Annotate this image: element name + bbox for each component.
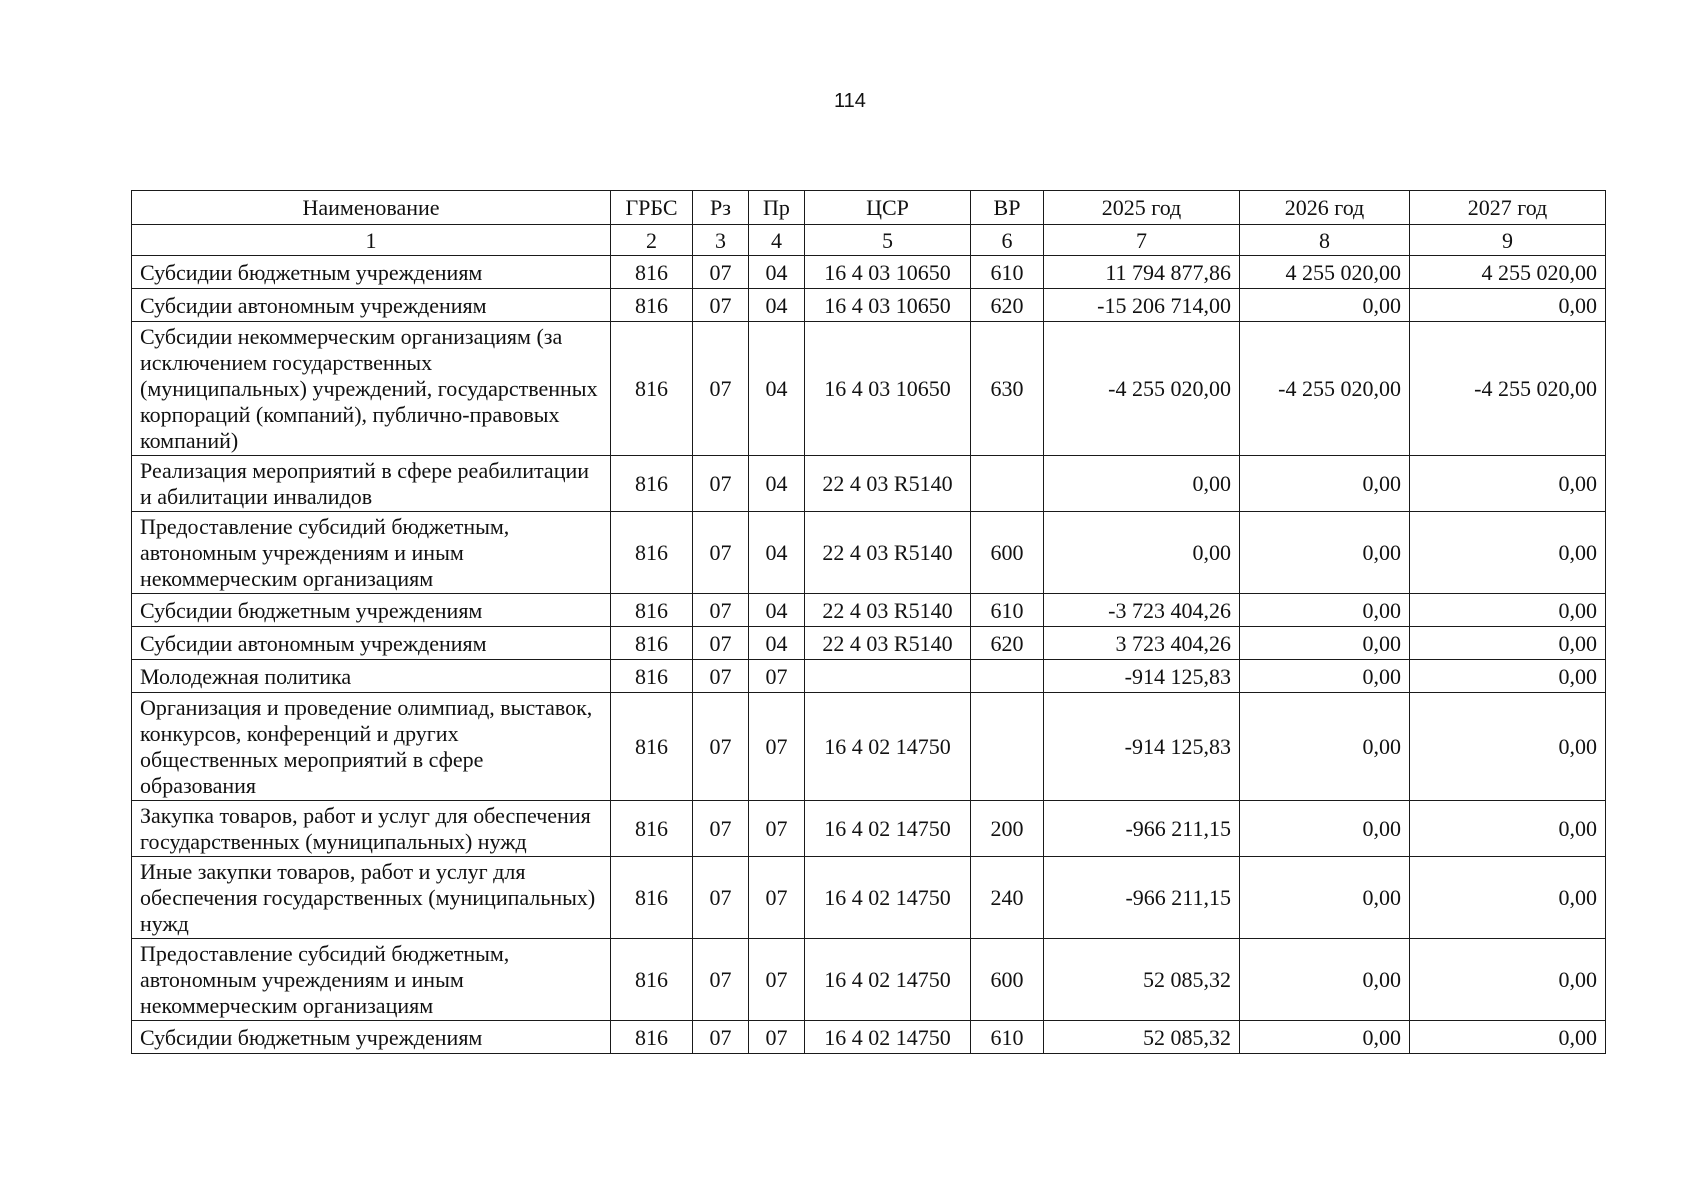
row-amount-2026: 0,00 (1240, 627, 1410, 660)
row-grbs: 816 (611, 693, 693, 801)
header-name: Наименование (132, 191, 611, 225)
row-grbs: 816 (611, 456, 693, 512)
row-pr: 07 (749, 939, 805, 1021)
row-amount-2027: 4 255 020,00 (1410, 256, 1606, 289)
row-name: Субсидии бюджетным учреждениям (132, 594, 611, 627)
row-vr: 610 (971, 1021, 1044, 1054)
row-grbs: 816 (611, 322, 693, 456)
row-amount-2027: 0,00 (1410, 693, 1606, 801)
row-pr: 04 (749, 512, 805, 594)
row-rz: 07 (693, 289, 749, 322)
row-vr: 620 (971, 627, 1044, 660)
table-row (132, 1021, 1606, 1054)
row-rz: 07 (693, 256, 749, 289)
row-vr: 240 (971, 857, 1044, 939)
table-row (132, 256, 1606, 289)
column-number: 7 (1044, 225, 1240, 256)
row-amount-2027: 0,00 (1410, 857, 1606, 939)
row-amount-2026: 0,00 (1240, 857, 1410, 939)
row-pr: 07 (749, 857, 805, 939)
column-number-row (132, 225, 1606, 256)
row-vr: 620 (971, 289, 1044, 322)
row-csr: 16 4 02 14750 (805, 857, 971, 939)
row-amount-2027: 0,00 (1410, 939, 1606, 1021)
row-vr (971, 456, 1044, 512)
row-name: Предоставление субсидий бюджетным, автономным учреждениям и иным некоммерческим организациям (132, 512, 611, 594)
row-grbs: 816 (611, 594, 693, 627)
row-amount-2026: 0,00 (1240, 594, 1410, 627)
table-row (132, 939, 1606, 1021)
column-number: 2 (611, 225, 693, 256)
row-amount-2025: -4 255 020,00 (1044, 322, 1240, 456)
header-row (132, 191, 1606, 225)
row-rz: 07 (693, 627, 749, 660)
row-name: Закупка товаров, работ и услуг для обеспечения государственных (муниципальных) нужд (132, 801, 611, 857)
table-row (132, 627, 1606, 660)
row-amount-2025: 52 085,32 (1044, 1021, 1240, 1054)
table-row (132, 456, 1606, 512)
row-vr (971, 693, 1044, 801)
row-csr: 16 4 03 10650 (805, 289, 971, 322)
row-vr: 200 (971, 801, 1044, 857)
row-amount-2025: 3 723 404,26 (1044, 627, 1240, 660)
row-amount-2025: -914 125,83 (1044, 693, 1240, 801)
row-pr: 07 (749, 801, 805, 857)
header-csr: ЦСР (805, 191, 971, 225)
row-rz: 07 (693, 939, 749, 1021)
table-row (132, 693, 1606, 801)
row-rz: 07 (693, 456, 749, 512)
row-csr: 22 4 03 R5140 (805, 456, 971, 512)
row-vr: 600 (971, 939, 1044, 1021)
table-row (132, 322, 1606, 456)
table-row (132, 857, 1606, 939)
row-grbs: 816 (611, 512, 693, 594)
row-grbs: 816 (611, 660, 693, 693)
page-number: 114 (834, 90, 866, 112)
row-rz: 07 (693, 512, 749, 594)
row-csr: 22 4 03 R5140 (805, 594, 971, 627)
row-name: Предоставление субсидий бюджетным, автономным учреждениям и иным некоммерческим организациям (132, 939, 611, 1021)
header-2025: 2025 год (1044, 191, 1240, 225)
row-csr: 16 4 02 14750 (805, 1021, 971, 1054)
row-amount-2027: 0,00 (1410, 801, 1606, 857)
table-row (132, 660, 1606, 693)
row-amount-2027: 0,00 (1410, 660, 1606, 693)
row-pr: 04 (749, 256, 805, 289)
row-csr: 16 4 02 14750 (805, 801, 971, 857)
row-csr: 22 4 03 R5140 (805, 512, 971, 594)
row-rz: 07 (693, 322, 749, 456)
row-vr (971, 660, 1044, 693)
row-amount-2026: 4 255 020,00 (1240, 256, 1410, 289)
row-amount-2026: 0,00 (1240, 456, 1410, 512)
row-grbs: 816 (611, 256, 693, 289)
row-name: Организация и проведение олимпиад, выставок, конкурсов, конференций и других общественных мероприятий в сфере образования (132, 693, 611, 801)
row-amount-2026: 0,00 (1240, 660, 1410, 693)
row-name: Субсидии бюджетным учреждениям (132, 1021, 611, 1054)
header-pr: Пр (749, 191, 805, 225)
row-name: Иные закупки товаров, работ и услуг для обеспечения государственных (муниципальных) нужд (132, 857, 611, 939)
row-rz: 07 (693, 594, 749, 627)
column-number: 1 (132, 225, 611, 256)
row-csr: 22 4 03 R5140 (805, 627, 971, 660)
column-number: 6 (971, 225, 1044, 256)
header-2027: 2027 год (1410, 191, 1606, 225)
row-grbs: 816 (611, 801, 693, 857)
row-amount-2027: 0,00 (1410, 594, 1606, 627)
row-csr: 16 4 02 14750 (805, 939, 971, 1021)
table-row (132, 594, 1606, 627)
row-vr: 600 (971, 512, 1044, 594)
row-amount-2026: 0,00 (1240, 801, 1410, 857)
row-csr (805, 660, 971, 693)
budget-table (131, 190, 1606, 1054)
row-amount-2025: 11 794 877,86 (1044, 256, 1240, 289)
column-number: 9 (1410, 225, 1606, 256)
row-vr: 610 (971, 594, 1044, 627)
row-grbs: 816 (611, 627, 693, 660)
table-row (132, 801, 1606, 857)
row-amount-2027: 0,00 (1410, 512, 1606, 594)
row-grbs: 816 (611, 289, 693, 322)
row-vr: 630 (971, 322, 1044, 456)
row-pr: 04 (749, 594, 805, 627)
row-name: Субсидии автономным учреждениям (132, 289, 611, 322)
row-amount-2027: 0,00 (1410, 1021, 1606, 1054)
row-amount-2025: 0,00 (1044, 512, 1240, 594)
row-amount-2025: -914 125,83 (1044, 660, 1240, 693)
column-number: 8 (1240, 225, 1410, 256)
header-vr: ВР (971, 191, 1044, 225)
row-amount-2025: 52 085,32 (1044, 939, 1240, 1021)
row-amount-2027: 0,00 (1410, 627, 1606, 660)
row-pr: 04 (749, 456, 805, 512)
row-rz: 07 (693, 857, 749, 939)
row-name: Субсидии некоммерческим организациям (за исключением государственных (муниципальных) учреждений, государственных корпораций (компаний), публично-правовых компаний) (132, 322, 611, 456)
row-amount-2026: 0,00 (1240, 289, 1410, 322)
table-header (132, 191, 1606, 256)
column-number: 5 (805, 225, 971, 256)
row-pr: 04 (749, 289, 805, 322)
row-rz: 07 (693, 660, 749, 693)
row-name: Субсидии бюджетным учреждениям (132, 256, 611, 289)
row-amount-2027: 0,00 (1410, 289, 1606, 322)
row-rz: 07 (693, 693, 749, 801)
row-csr: 16 4 03 10650 (805, 322, 971, 456)
row-amount-2025: -15 206 714,00 (1044, 289, 1240, 322)
row-name: Молодежная политика (132, 660, 611, 693)
row-pr: 04 (749, 627, 805, 660)
row-amount-2027: -4 255 020,00 (1410, 322, 1606, 456)
row-grbs: 816 (611, 939, 693, 1021)
row-csr: 16 4 03 10650 (805, 256, 971, 289)
column-number: 4 (749, 225, 805, 256)
row-amount-2027: 0,00 (1410, 456, 1606, 512)
header-grbs: ГРБС (611, 191, 693, 225)
header-2026: 2026 год (1240, 191, 1410, 225)
header-rz: Рз (693, 191, 749, 225)
row-grbs: 816 (611, 1021, 693, 1054)
row-name: Реализация мероприятий в сфере реабилитации и абилитации инвалидов (132, 456, 611, 512)
row-amount-2025: -3 723 404,26 (1044, 594, 1240, 627)
column-number: 3 (693, 225, 749, 256)
row-amount-2026: 0,00 (1240, 512, 1410, 594)
row-name: Субсидии автономным учреждениям (132, 627, 611, 660)
row-rz: 07 (693, 801, 749, 857)
row-pr: 04 (749, 322, 805, 456)
row-amount-2026: 0,00 (1240, 939, 1410, 1021)
row-pr: 07 (749, 660, 805, 693)
row-pr: 07 (749, 1021, 805, 1054)
row-grbs: 816 (611, 857, 693, 939)
row-amount-2026: 0,00 (1240, 693, 1410, 801)
row-amount-2025: -966 211,15 (1044, 857, 1240, 939)
table-row (132, 289, 1606, 322)
row-rz: 07 (693, 1021, 749, 1054)
table-body (132, 256, 1606, 1054)
row-pr: 07 (749, 693, 805, 801)
row-csr: 16 4 02 14750 (805, 693, 971, 801)
table-row (132, 512, 1606, 594)
row-amount-2026: -4 255 020,00 (1240, 322, 1410, 456)
row-vr: 610 (971, 256, 1044, 289)
row-amount-2026: 0,00 (1240, 1021, 1410, 1054)
row-amount-2025: 0,00 (1044, 456, 1240, 512)
row-amount-2025: -966 211,15 (1044, 801, 1240, 857)
